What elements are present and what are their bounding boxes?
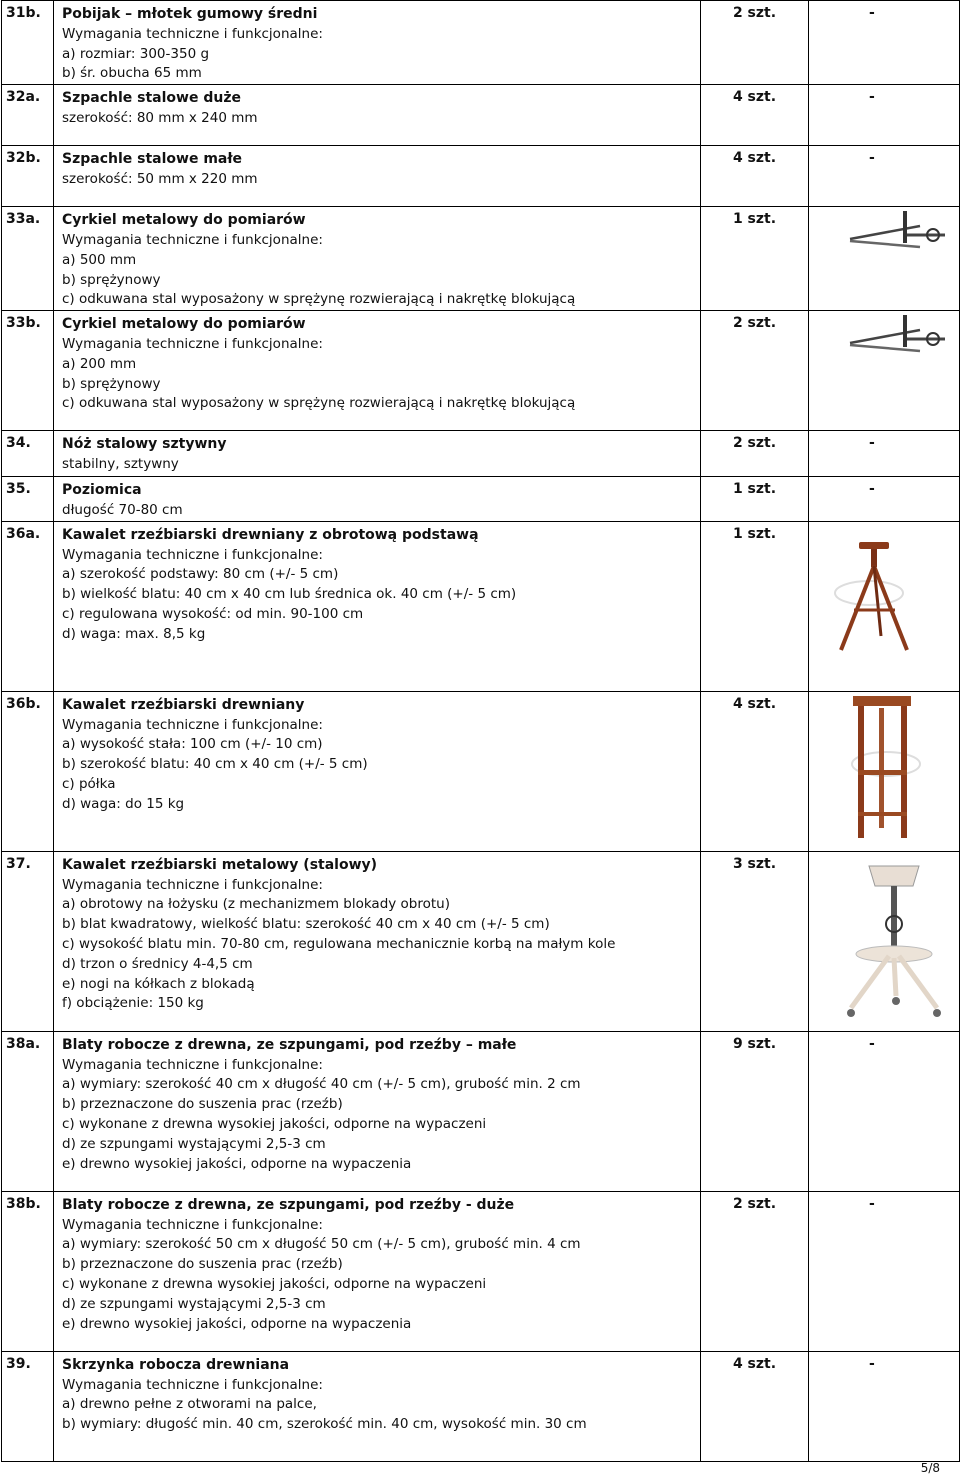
- requirement-line: c) półka: [62, 775, 116, 792]
- requirement-line: d) waga: max. 8,5 kg: [62, 625, 206, 642]
- item-description: [54, 431, 701, 477]
- item-quantity: 4 szt.: [701, 691, 809, 851]
- item-title: Blaty robocze z drewna, ze szpungami, pod rzeźby – małe: [62, 1036, 517, 1053]
- item-title: Kawalet rzeźbiarski metalowy (stalowy): [62, 856, 378, 873]
- item-title: Poziomica: [62, 482, 142, 499]
- item-extra: [809, 146, 960, 207]
- requirement-line: c) regulowana wysokość: od min. 90-100 cm: [62, 605, 364, 622]
- extra-value: -: [869, 1195, 875, 1212]
- item-quantity: 9 szt.: [701, 1031, 809, 1191]
- item-quantity: 1 szt.: [701, 477, 809, 522]
- item-extra: [809, 1191, 960, 1351]
- requirement-line: Wymagania techniczne i funkcjonalne:: [62, 231, 323, 248]
- item-extra: [809, 207, 960, 311]
- extra-value: -: [869, 1035, 875, 1052]
- table-row: [2, 477, 960, 522]
- item-number: 32a.: [2, 85, 54, 146]
- requirement-line: a) wymiary: szerokość 40 cm x długość 40 cm (+/- 5 cm), grubość min. 2 cm: [62, 1076, 581, 1093]
- requirement-line: d) ze szpungami wystającymi 2,5-3 cm: [62, 1135, 326, 1152]
- table-row: [2, 691, 960, 851]
- requirement-line: a) szerokość podstawy: 80 cm (+/- 5 cm): [62, 566, 339, 583]
- requirement-line: c) odkuwana stal wyposażony w sprężynę rozwierającą i nakrętkę blokującą: [62, 291, 576, 308]
- item-number: 33b.: [2, 311, 54, 431]
- table-row: [2, 851, 960, 1031]
- item-title: Nóż stalowy sztywny: [62, 436, 227, 453]
- requirement-line: b) blat kwadratowy, wielkość blatu: szerokość 40 cm x 40 cm (+/- 5 cm): [62, 916, 550, 933]
- item-title: Blaty robocze z drewna, ze szpungami, pod rzeźby - duże: [62, 1196, 515, 1213]
- requirement-line: c) odkuwana stal wyposażony w sprężynę rozwierającą i nakrętkę blokującą: [62, 395, 576, 412]
- requirement-line: c) wykonane z drewna wysokiej jakości, odporne na wypaczeni: [62, 1115, 487, 1132]
- requirement-line: a) 200 mm: [62, 355, 137, 372]
- requirement-line: c) wysokość blatu min. 70-80 cm, regulowana mechanicznie korbą na małym kole: [62, 935, 616, 952]
- requirement-line: e) drewno wysokiej jakości, odporne na wypaczenia: [62, 1315, 412, 1332]
- requirement-line: Wymagania techniczne i funkcjonalne:: [62, 1376, 323, 1393]
- item-title: Szpachle stalowe małe: [62, 151, 243, 168]
- table-row: [2, 1, 960, 85]
- item-description: [54, 1, 701, 85]
- requirement-line: Wymagania techniczne i funkcjonalne:: [62, 546, 323, 563]
- item-extra: [809, 851, 960, 1031]
- item-title: Pobijak – młotek gumowy średni: [62, 6, 318, 22]
- requirement-line: b) wymiary: długość min. 40 cm, szerokość min. 40 cm, wysokość min. 30 cm: [62, 1416, 587, 1433]
- requirement-line: b) przeznaczone do suszenia prac (rzeźb): [62, 1096, 343, 1113]
- extra-value: -: [869, 1355, 875, 1372]
- requirement-line: Wymagania techniczne i funkcjonalne:: [62, 1056, 323, 1073]
- item-quantity: 2 szt.: [701, 431, 809, 477]
- item-title: Kawalet rzeźbiarski drewniany: [62, 696, 305, 713]
- requirement-line: b) sprężynowy: [62, 375, 161, 392]
- item-quantity: 1 szt.: [701, 521, 809, 691]
- table-row: [2, 1191, 960, 1351]
- item-description: [54, 311, 701, 431]
- item-description: [54, 477, 701, 522]
- item-description: [54, 851, 701, 1031]
- item-number: 34.: [2, 431, 54, 477]
- requirement-line: Wymagania techniczne i funkcjonalne:: [62, 716, 323, 733]
- extra-value: -: [869, 481, 875, 498]
- requirement-line: c) wykonane z drewna wysokiej jakości, odporne na wypaczeni: [62, 1275, 487, 1292]
- item-quantity: 3 szt.: [701, 851, 809, 1031]
- item-number: 36b.: [2, 691, 54, 851]
- table-row: [2, 1031, 960, 1191]
- requirement-line: a) rozmiar: 300-350 g: [62, 45, 210, 62]
- table-row: [2, 85, 960, 146]
- item-extra: [809, 85, 960, 146]
- requirement-line: f) obciążenie: 150 kg: [62, 995, 204, 1012]
- item-number: 32b.: [2, 146, 54, 207]
- item-quantity: 2 szt.: [701, 1, 809, 85]
- item-description: [54, 1351, 701, 1461]
- item-quantity: 4 szt.: [701, 85, 809, 146]
- item-extra: [809, 431, 960, 477]
- item-description: [54, 1191, 701, 1351]
- requirement-line: szerokość: 50 mm x 220 mm: [62, 170, 258, 187]
- extra-value: -: [869, 150, 875, 167]
- requirement-line: e) drewno wysokiej jakości, odporne na wypaczenia: [62, 1155, 412, 1172]
- requirement-line: d) ze szpungami wystającymi 2,5-3 cm: [62, 1295, 326, 1312]
- requirement-line: b) przeznaczone do suszenia prac (rzeźb): [62, 1256, 343, 1273]
- item-extra: [809, 477, 960, 522]
- requirement-line: a) 500 mm: [62, 251, 137, 268]
- item-description: [54, 691, 701, 851]
- item-number: 38a.: [2, 1031, 54, 1191]
- table-row: [2, 521, 960, 691]
- requirement-line: Wymagania techniczne i funkcjonalne:: [62, 25, 323, 42]
- requirement-line: szerokość: 80 mm x 240 mm: [62, 109, 258, 126]
- item-description: [54, 207, 701, 311]
- item-number: 35.: [2, 477, 54, 522]
- requirement-line: b) śr. obucha 65 mm: [62, 65, 202, 82]
- requirement-line: a) obrotowy na łożysku (z mechanizmem blokady obrotu): [62, 896, 451, 913]
- requirement-line: Wymagania techniczne i funkcjonalne:: [62, 1216, 323, 1233]
- table-row: [2, 431, 960, 477]
- table-row: [2, 311, 960, 431]
- requirement-line: d) waga: do 15 kg: [62, 795, 185, 812]
- table-row: [2, 207, 960, 311]
- item-extra: [809, 311, 960, 431]
- item-description: [54, 521, 701, 691]
- item-title: Cyrkiel metalowy do pomiarów: [62, 212, 306, 229]
- item-title: Skrzynka robocza drewniana: [62, 1356, 290, 1373]
- item-number: 39.: [2, 1351, 54, 1461]
- item-quantity: 4 szt.: [701, 1351, 809, 1461]
- item-number: 33a.: [2, 207, 54, 311]
- item-quantity: 4 szt.: [701, 146, 809, 207]
- item-quantity: 2 szt.: [701, 311, 809, 431]
- requirement-line: Wymagania techniczne i funkcjonalne:: [62, 876, 323, 893]
- requirement-line: b) sprężynowy: [62, 271, 161, 288]
- item-title: Cyrkiel metalowy do pomiarów: [62, 316, 306, 333]
- item-extra: [809, 1, 960, 85]
- item-extra: [809, 521, 960, 691]
- page-number: 5/8: [920, 1461, 940, 1475]
- item-title: Szpachle stalowe duże: [62, 90, 241, 107]
- item-number: 31b.: [2, 1, 54, 85]
- item-title: Kawalet rzeźbiarski drewniany z obrotową podstawą: [62, 526, 479, 543]
- requirement-line: stabilny, sztywny: [62, 455, 179, 472]
- item-extra: [809, 1351, 960, 1461]
- extra-value: -: [869, 435, 875, 452]
- item-number: 36a.: [2, 521, 54, 691]
- item-quantity: 1 szt.: [701, 207, 809, 311]
- table-row: [2, 1351, 960, 1461]
- item-number: 38b.: [2, 1191, 54, 1351]
- item-description: [54, 1031, 701, 1191]
- item-extra: [809, 691, 960, 851]
- requirement-line: e) nogi na kółkach z blokadą: [62, 975, 255, 992]
- item-extra: [809, 1031, 960, 1191]
- requirement-line: długość 70-80 cm: [62, 501, 183, 518]
- table-row: [2, 146, 960, 207]
- requirement-line: d) trzon o średnicy 4-4,5 cm: [62, 955, 253, 972]
- item-description: [54, 85, 701, 146]
- requirement-line: Wymagania techniczne i funkcjonalne:: [62, 335, 323, 352]
- requirement-line: a) wymiary: szerokość 50 cm x długość 50 cm (+/- 5 cm), grubość min. 4 cm: [62, 1236, 581, 1253]
- requirement-line: b) szerokość blatu: 40 cm x 40 cm (+/- 5 cm): [62, 756, 368, 773]
- requirement-line: a) wysokość stała: 100 cm (+/- 10 cm): [62, 736, 323, 753]
- extra-value: -: [869, 89, 875, 106]
- item-quantity: 2 szt.: [701, 1191, 809, 1351]
- requirement-line: a) drewno pełne z otworami na palce,: [62, 1396, 317, 1413]
- item-number: 37.: [2, 851, 54, 1031]
- spec-table: [1, 0, 960, 1462]
- requirement-line: b) wielkość blatu: 40 cm x 40 cm lub średnica ok. 40 cm (+/- 5 cm): [62, 586, 517, 603]
- extra-value: -: [869, 5, 875, 21]
- item-description: [54, 146, 701, 207]
